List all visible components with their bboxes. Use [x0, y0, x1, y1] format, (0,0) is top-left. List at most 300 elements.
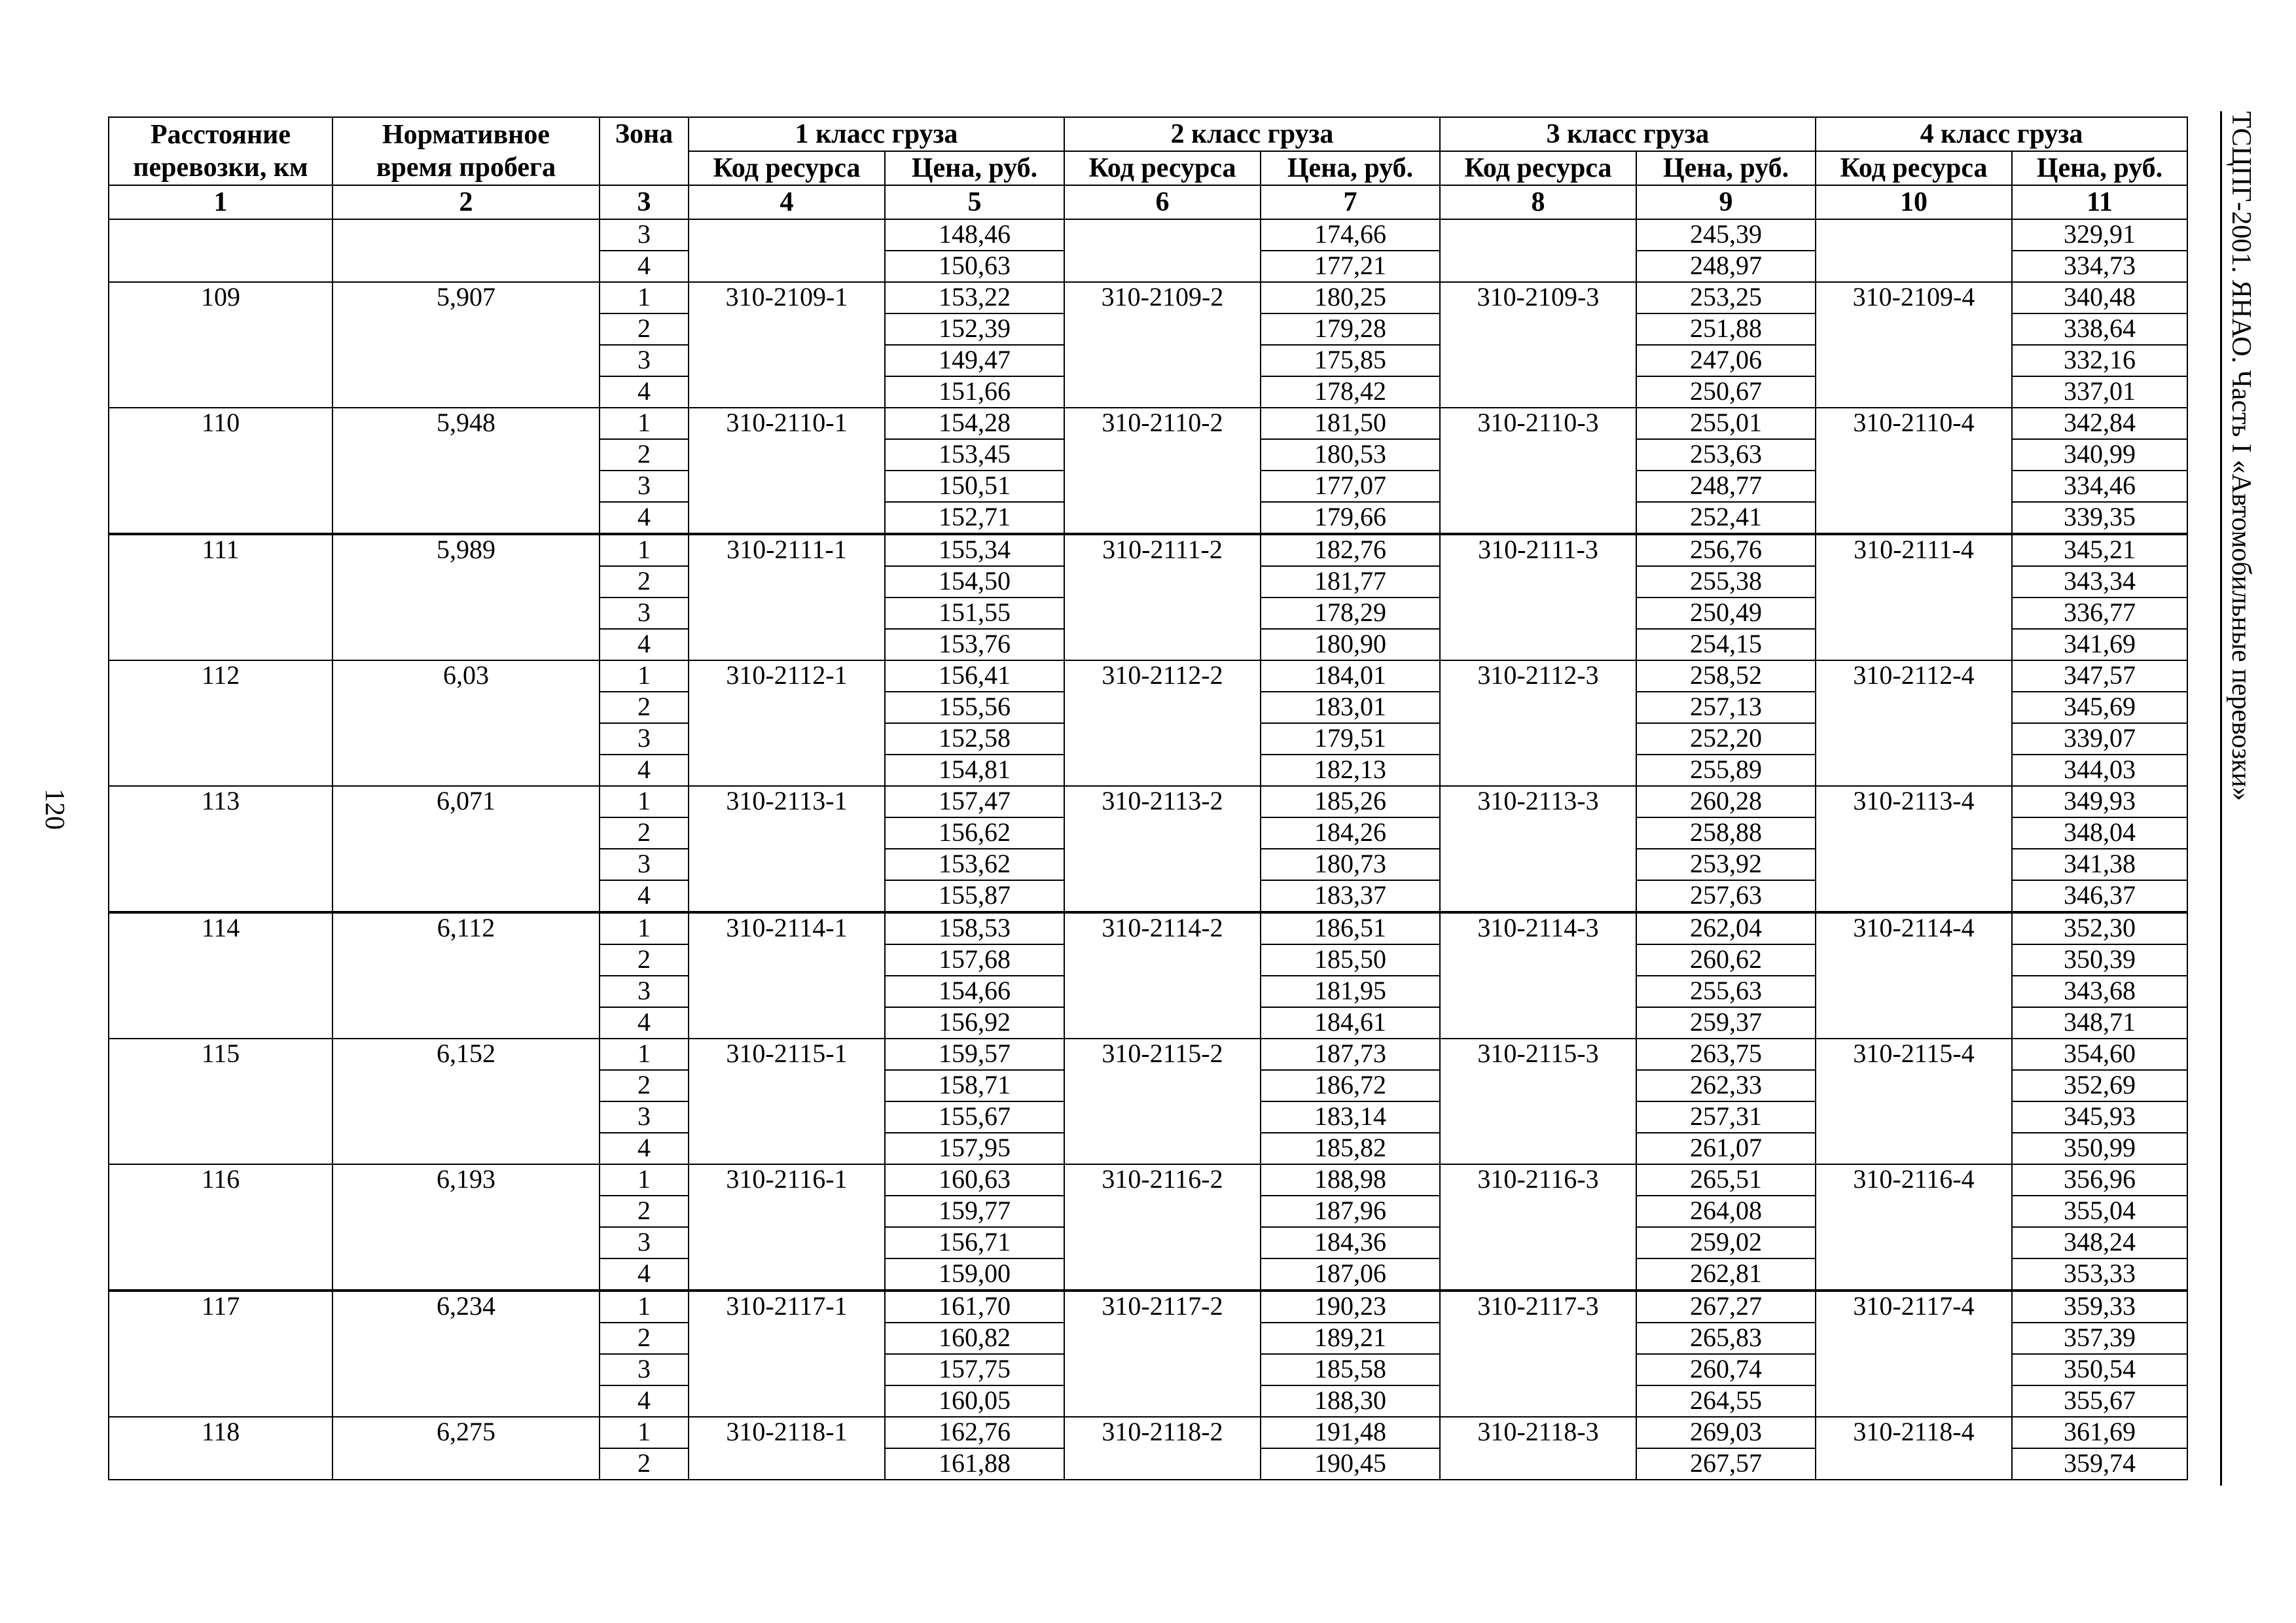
resource-code-cell: 310-2110-1	[689, 408, 885, 534]
price-cell: 329,91	[2012, 219, 2187, 251]
resource-code-cell: 310-2110-3	[1440, 408, 1636, 534]
price-cell: 348,71	[2012, 1007, 2187, 1039]
zone-cell: 1	[600, 1291, 689, 1323]
header-time: Нормативное время пробега	[332, 117, 600, 185]
zone-cell: 1	[600, 1164, 689, 1196]
price-cell: 160,63	[885, 1164, 1064, 1196]
price-cell: 154,28	[885, 408, 1064, 439]
price-cell: 183,01	[1261, 692, 1440, 723]
column-number: 4	[689, 185, 885, 219]
price-cell: 155,34	[885, 534, 1064, 566]
price-cell: 339,35	[2012, 502, 2187, 534]
resource-code-cell: 310-2114-1	[689, 912, 885, 1039]
resource-code-cell: 310-2109-3	[1440, 282, 1636, 408]
price-cell: 186,51	[1261, 912, 1440, 944]
distance-cell	[109, 219, 332, 282]
distance-cell: 118	[109, 1417, 332, 1480]
header-code: Код ресурса	[1816, 151, 2012, 185]
price-cell: 255,01	[1636, 408, 1816, 439]
price-cell: 149,47	[885, 345, 1064, 376]
price-cell: 150,51	[885, 471, 1064, 502]
price-cell: 355,04	[2012, 1196, 2187, 1227]
price-cell: 337,01	[2012, 376, 2187, 408]
zone-cell: 4	[600, 880, 689, 912]
price-cell: 339,07	[2012, 723, 2187, 755]
resource-code-cell: 310-2110-4	[1816, 408, 2012, 534]
resource-code-cell: 310-2117-3	[1440, 1291, 1636, 1417]
header-class-2: 2 класс груза	[1064, 117, 1440, 151]
zone-cell: 1	[600, 912, 689, 944]
price-cell: 159,77	[885, 1196, 1064, 1227]
price-cell: 153,22	[885, 282, 1064, 313]
table-row	[109, 1291, 2187, 1323]
price-cell: 258,52	[1636, 660, 1816, 692]
time-cell: 6,152	[332, 1039, 600, 1164]
zone-cell: 2	[600, 1070, 689, 1101]
resource-code-cell: 310-2111-4	[1816, 534, 2012, 660]
price-cell: 184,26	[1261, 817, 1440, 849]
price-cell: 250,67	[1636, 376, 1816, 408]
distance-cell: 112	[109, 660, 332, 786]
price-cell: 334,46	[2012, 471, 2187, 502]
time-cell: 5,989	[332, 534, 600, 660]
price-cell: 252,20	[1636, 723, 1816, 755]
price-cell: 185,82	[1261, 1133, 1440, 1164]
price-cell: 345,21	[2012, 534, 2187, 566]
distance-cell: 115	[109, 1039, 332, 1164]
column-number: 11	[2012, 185, 2187, 219]
resource-code-cell: 310-2110-2	[1064, 408, 1261, 534]
resource-code-cell: 310-2113-1	[689, 786, 885, 912]
price-cell: 157,68	[885, 944, 1064, 976]
resource-code-cell: 310-2113-4	[1816, 786, 2012, 912]
price-cell: 350,39	[2012, 944, 2187, 976]
price-cell: 161,70	[885, 1291, 1064, 1323]
zone-cell: 2	[600, 566, 689, 597]
price-cell: 157,75	[885, 1354, 1064, 1385]
zone-cell: 4	[600, 502, 689, 534]
zone-cell: 4	[600, 376, 689, 408]
zone-cell: 3	[600, 1354, 689, 1385]
price-cell: 264,08	[1636, 1196, 1816, 1227]
zone-cell: 4	[600, 1007, 689, 1039]
price-cell: 255,63	[1636, 976, 1816, 1007]
price-cell: 190,23	[1261, 1291, 1440, 1323]
header-class-3: 3 класс груза	[1440, 117, 1816, 151]
price-cell: 180,25	[1261, 282, 1440, 313]
price-cell: 262,33	[1636, 1070, 1816, 1101]
price-cell: 181,50	[1261, 408, 1440, 439]
price-cell: 157,47	[885, 786, 1064, 817]
price-cell: 153,62	[885, 849, 1064, 880]
price-cell: 349,93	[2012, 786, 2187, 817]
price-cell: 189,21	[1261, 1323, 1440, 1354]
price-cell: 257,31	[1636, 1101, 1816, 1133]
zone-cell: 4	[600, 251, 689, 282]
resource-code-cell: 310-2109-4	[1816, 282, 2012, 408]
distance-cell: 117	[109, 1291, 332, 1417]
header-code: Код ресурса	[689, 151, 885, 185]
price-cell: 346,37	[2012, 880, 2187, 912]
zone-cell: 2	[600, 944, 689, 976]
price-cell: 264,55	[1636, 1385, 1816, 1417]
price-cell: 348,24	[2012, 1227, 2187, 1258]
resource-code-cell: 310-2115-1	[689, 1039, 885, 1164]
price-cell: 185,50	[1261, 944, 1440, 976]
price-cell: 263,75	[1636, 1039, 1816, 1070]
price-cell: 341,38	[2012, 849, 2187, 880]
resource-code-cell	[1816, 219, 2012, 282]
price-cell: 260,28	[1636, 786, 1816, 817]
price-cell: 151,66	[885, 376, 1064, 408]
price-cell: 255,38	[1636, 566, 1816, 597]
resource-code-cell: 310-2112-2	[1064, 660, 1261, 786]
price-cell: 184,36	[1261, 1227, 1440, 1258]
zone-cell: 3	[600, 1101, 689, 1133]
price-cell: 158,71	[885, 1070, 1064, 1101]
resource-code-cell: 310-2115-4	[1816, 1039, 2012, 1164]
price-cell: 338,64	[2012, 313, 2187, 345]
zone-cell: 2	[600, 1196, 689, 1227]
distance-cell: 111	[109, 534, 332, 660]
table-row	[109, 1417, 2187, 1448]
price-cell: 334,73	[2012, 251, 2187, 282]
table-row	[109, 786, 2187, 817]
price-cell: 341,69	[2012, 629, 2187, 660]
price-cell: 184,61	[1261, 1007, 1440, 1039]
price-cell: 178,29	[1261, 597, 1440, 629]
price-cell: 177,21	[1261, 251, 1440, 282]
resource-code-cell: 310-2112-4	[1816, 660, 2012, 786]
time-cell: 5,907	[332, 282, 600, 408]
resource-code-cell: 310-2111-2	[1064, 534, 1261, 660]
zone-cell: 4	[600, 1258, 689, 1291]
column-number: 7	[1261, 185, 1440, 219]
time-cell: 6,03	[332, 660, 600, 786]
price-cell: 179,51	[1261, 723, 1440, 755]
price-cell: 342,84	[2012, 408, 2187, 439]
resource-code-cell: 310-2117-2	[1064, 1291, 1261, 1417]
price-cell: 185,26	[1261, 786, 1440, 817]
zone-cell: 2	[600, 1448, 689, 1480]
price-cell: 350,99	[2012, 1133, 2187, 1164]
header-class-4: 4 класс груза	[1816, 117, 2187, 151]
price-cell: 248,97	[1636, 251, 1816, 282]
zone-cell: 2	[600, 439, 689, 471]
price-cell: 340,99	[2012, 439, 2187, 471]
price-cell: 353,33	[2012, 1258, 2187, 1291]
price-cell: 181,77	[1261, 566, 1440, 597]
price-cell: 188,98	[1261, 1164, 1440, 1196]
price-cell: 154,81	[885, 755, 1064, 786]
resource-code-cell: 310-2111-3	[1440, 534, 1636, 660]
price-cell: 344,03	[2012, 755, 2187, 786]
header-price: Цена, руб.	[2012, 151, 2187, 185]
price-cell: 184,01	[1261, 660, 1440, 692]
zone-cell: 3	[600, 976, 689, 1007]
running-header-text: ТСЦПГ-2001. ЯНАО. Часть I «Автомобильные перевозки»	[2226, 111, 2256, 801]
zone-cell: 1	[600, 408, 689, 439]
price-cell: 162,76	[885, 1417, 1064, 1448]
price-cell: 357,39	[2012, 1323, 2187, 1354]
price-cell: 179,28	[1261, 313, 1440, 345]
time-cell	[332, 219, 600, 282]
price-cell: 259,37	[1636, 1007, 1816, 1039]
resource-code-cell: 310-2116-1	[689, 1164, 885, 1291]
price-cell: 352,69	[2012, 1070, 2187, 1101]
price-cell: 156,71	[885, 1227, 1064, 1258]
time-cell: 6,112	[332, 912, 600, 1039]
zone-cell: 1	[600, 282, 689, 313]
price-cell: 250,49	[1636, 597, 1816, 629]
price-cell: 187,96	[1261, 1196, 1440, 1227]
column-number: 10	[1816, 185, 2012, 219]
zone-cell: 2	[600, 1323, 689, 1354]
column-number: 8	[1440, 185, 1636, 219]
price-cell: 265,51	[1636, 1164, 1816, 1196]
header-price: Цена, руб.	[885, 151, 1064, 185]
price-cell: 180,53	[1261, 439, 1440, 471]
price-cell: 159,00	[885, 1258, 1064, 1291]
price-cell: 181,95	[1261, 976, 1440, 1007]
zone-cell: 3	[600, 345, 689, 376]
price-cell: 247,06	[1636, 345, 1816, 376]
tariff-table	[108, 116, 2188, 1480]
price-cell: 151,55	[885, 597, 1064, 629]
zone-cell: 2	[600, 692, 689, 723]
price-cell: 345,69	[2012, 692, 2187, 723]
zone-cell: 2	[600, 817, 689, 849]
price-cell: 359,74	[2012, 1448, 2187, 1480]
column-number: 3	[600, 185, 689, 219]
resource-code-cell: 310-2114-4	[1816, 912, 2012, 1039]
price-cell: 350,54	[2012, 1354, 2187, 1385]
price-cell: 348,04	[2012, 817, 2187, 849]
resource-code-cell: 310-2118-2	[1064, 1417, 1261, 1480]
resource-code-cell: 310-2113-3	[1440, 786, 1636, 912]
header-rule	[2220, 111, 2222, 1486]
zone-cell: 3	[600, 849, 689, 880]
resource-code-cell	[689, 219, 885, 282]
price-cell: 160,05	[885, 1385, 1064, 1417]
zone-cell: 4	[600, 755, 689, 786]
header-zone: Зона	[600, 117, 689, 185]
zone-cell: 3	[600, 471, 689, 502]
price-cell: 248,77	[1636, 471, 1816, 502]
price-cell: 180,90	[1261, 629, 1440, 660]
resource-code-cell: 310-2109-1	[689, 282, 885, 408]
price-cell: 345,93	[2012, 1101, 2187, 1133]
price-cell: 187,06	[1261, 1258, 1440, 1291]
price-cell: 265,83	[1636, 1323, 1816, 1354]
price-cell: 178,42	[1261, 376, 1440, 408]
resource-code-cell: 310-2116-2	[1064, 1164, 1261, 1291]
zone-cell: 4	[600, 1133, 689, 1164]
zone-cell: 1	[600, 660, 689, 692]
resource-code-cell: 310-2117-4	[1816, 1291, 2012, 1417]
price-cell: 260,74	[1636, 1354, 1816, 1385]
price-cell: 155,67	[885, 1101, 1064, 1133]
distance-cell: 110	[109, 408, 332, 534]
resource-code-cell: 310-2116-3	[1440, 1164, 1636, 1291]
price-cell: 179,66	[1261, 502, 1440, 534]
price-cell: 154,66	[885, 976, 1064, 1007]
price-cell: 245,39	[1636, 219, 1816, 251]
price-cell: 152,39	[885, 313, 1064, 345]
resource-code-cell: 310-2118-4	[1816, 1417, 2012, 1480]
price-cell: 254,15	[1636, 629, 1816, 660]
table-body	[109, 219, 2187, 1480]
price-cell: 267,27	[1636, 1291, 1816, 1323]
resource-code-cell: 310-2115-2	[1064, 1039, 1261, 1164]
price-cell: 187,73	[1261, 1039, 1440, 1070]
distance-cell: 113	[109, 786, 332, 912]
price-cell: 256,76	[1636, 534, 1816, 566]
header-distance: Расстояние перевозки, км	[109, 117, 332, 185]
price-cell: 361,69	[2012, 1417, 2187, 1448]
distance-cell: 116	[109, 1164, 332, 1291]
table-row	[109, 1039, 2187, 1070]
price-cell: 347,57	[2012, 660, 2187, 692]
column-number: 2	[332, 185, 600, 219]
page-number: 120	[39, 789, 69, 830]
price-cell: 156,41	[885, 660, 1064, 692]
resource-code-cell	[1064, 219, 1261, 282]
table-row	[109, 219, 2187, 251]
resource-code-cell: 310-2116-4	[1816, 1164, 2012, 1291]
price-cell: 261,07	[1636, 1133, 1816, 1164]
resource-code-cell: 310-2109-2	[1064, 282, 1261, 408]
price-cell: 190,45	[1261, 1448, 1440, 1480]
column-number: 9	[1636, 185, 1816, 219]
resource-code-cell: 310-2117-1	[689, 1291, 885, 1417]
resource-code-cell: 310-2118-1	[689, 1417, 885, 1480]
price-cell: 186,72	[1261, 1070, 1440, 1101]
resource-code-cell: 310-2113-2	[1064, 786, 1261, 912]
price-cell: 157,95	[885, 1133, 1064, 1164]
time-cell: 6,071	[332, 786, 600, 912]
header-price: Цена, руб.	[1261, 151, 1440, 185]
price-cell: 259,02	[1636, 1227, 1816, 1258]
zone-cell: 2	[600, 313, 689, 345]
header-code: Код ресурса	[1440, 151, 1636, 185]
price-cell: 185,58	[1261, 1354, 1440, 1385]
resource-code-cell: 310-2114-3	[1440, 912, 1636, 1039]
price-cell: 153,76	[885, 629, 1064, 660]
price-cell: 267,57	[1636, 1448, 1816, 1480]
price-cell: 156,62	[885, 817, 1064, 849]
resource-code-cell: 310-2112-3	[1440, 660, 1636, 786]
time-cell: 6,275	[332, 1417, 600, 1480]
price-cell: 257,13	[1636, 692, 1816, 723]
price-cell: 253,92	[1636, 849, 1816, 880]
price-cell: 340,48	[2012, 282, 2187, 313]
price-cell: 336,77	[2012, 597, 2187, 629]
distance-cell: 109	[109, 282, 332, 408]
time-cell: 6,193	[332, 1164, 600, 1291]
price-cell: 148,46	[885, 219, 1064, 251]
zone-cell: 3	[600, 723, 689, 755]
price-cell: 150,63	[885, 251, 1064, 282]
price-cell: 359,33	[2012, 1291, 2187, 1323]
zone-cell: 3	[600, 1227, 689, 1258]
price-cell: 177,07	[1261, 471, 1440, 502]
price-cell: 343,34	[2012, 566, 2187, 597]
price-cell: 355,67	[2012, 1385, 2187, 1417]
price-cell: 260,62	[1636, 944, 1816, 976]
time-cell: 5,948	[332, 408, 600, 534]
table-row	[109, 282, 2187, 313]
zone-cell: 1	[600, 786, 689, 817]
price-cell: 161,88	[885, 1448, 1064, 1480]
price-cell: 152,58	[885, 723, 1064, 755]
resource-code-cell: 310-2114-2	[1064, 912, 1261, 1039]
table-row	[109, 534, 2187, 566]
price-cell: 174,66	[1261, 219, 1440, 251]
column-number: 1	[109, 185, 332, 219]
price-cell: 155,56	[885, 692, 1064, 723]
resource-code-cell: 310-2111-1	[689, 534, 885, 660]
zone-cell: 1	[600, 534, 689, 566]
time-cell: 6,234	[332, 1291, 600, 1417]
zone-cell: 3	[600, 219, 689, 251]
price-cell: 183,14	[1261, 1101, 1440, 1133]
price-cell: 262,04	[1636, 912, 1816, 944]
table-header	[109, 117, 2187, 219]
price-cell: 354,60	[2012, 1039, 2187, 1070]
table-row	[109, 912, 2187, 944]
resource-code-cell: 310-2115-3	[1440, 1039, 1636, 1164]
resource-code-cell: 310-2112-1	[689, 660, 885, 786]
price-cell: 154,50	[885, 566, 1064, 597]
zone-cell: 1	[600, 1039, 689, 1070]
column-number: 6	[1064, 185, 1261, 219]
price-cell: 182,13	[1261, 755, 1440, 786]
price-cell: 156,92	[885, 1007, 1064, 1039]
price-cell: 253,25	[1636, 282, 1816, 313]
table-row	[109, 660, 2187, 692]
distance-cell: 114	[109, 912, 332, 1039]
price-cell: 159,57	[885, 1039, 1064, 1070]
price-cell: 255,89	[1636, 755, 1816, 786]
running-header	[2222, 111, 2260, 1486]
price-cell: 257,63	[1636, 880, 1816, 912]
zone-cell: 4	[600, 1385, 689, 1417]
price-cell: 253,63	[1636, 439, 1816, 471]
price-cell: 356,96	[2012, 1164, 2187, 1196]
price-cell: 191,48	[1261, 1417, 1440, 1448]
zone-cell: 4	[600, 629, 689, 660]
price-cell: 188,30	[1261, 1385, 1440, 1417]
price-cell: 152,71	[885, 502, 1064, 534]
table-row	[109, 408, 2187, 439]
price-cell: 262,81	[1636, 1258, 1816, 1291]
zone-cell: 3	[600, 597, 689, 629]
price-cell: 158,53	[885, 912, 1064, 944]
price-cell: 251,88	[1636, 313, 1816, 345]
header-code: Код ресурса	[1064, 151, 1261, 185]
price-cell: 252,41	[1636, 502, 1816, 534]
price-cell: 332,16	[2012, 345, 2187, 376]
zone-cell: 1	[600, 1417, 689, 1448]
resource-code-cell	[1440, 219, 1636, 282]
price-cell: 155,87	[885, 880, 1064, 912]
price-cell: 258,88	[1636, 817, 1816, 849]
column-number: 5	[885, 185, 1064, 219]
price-cell: 153,45	[885, 439, 1064, 471]
price-cell: 352,30	[2012, 912, 2187, 944]
price-cell: 160,82	[885, 1323, 1064, 1354]
